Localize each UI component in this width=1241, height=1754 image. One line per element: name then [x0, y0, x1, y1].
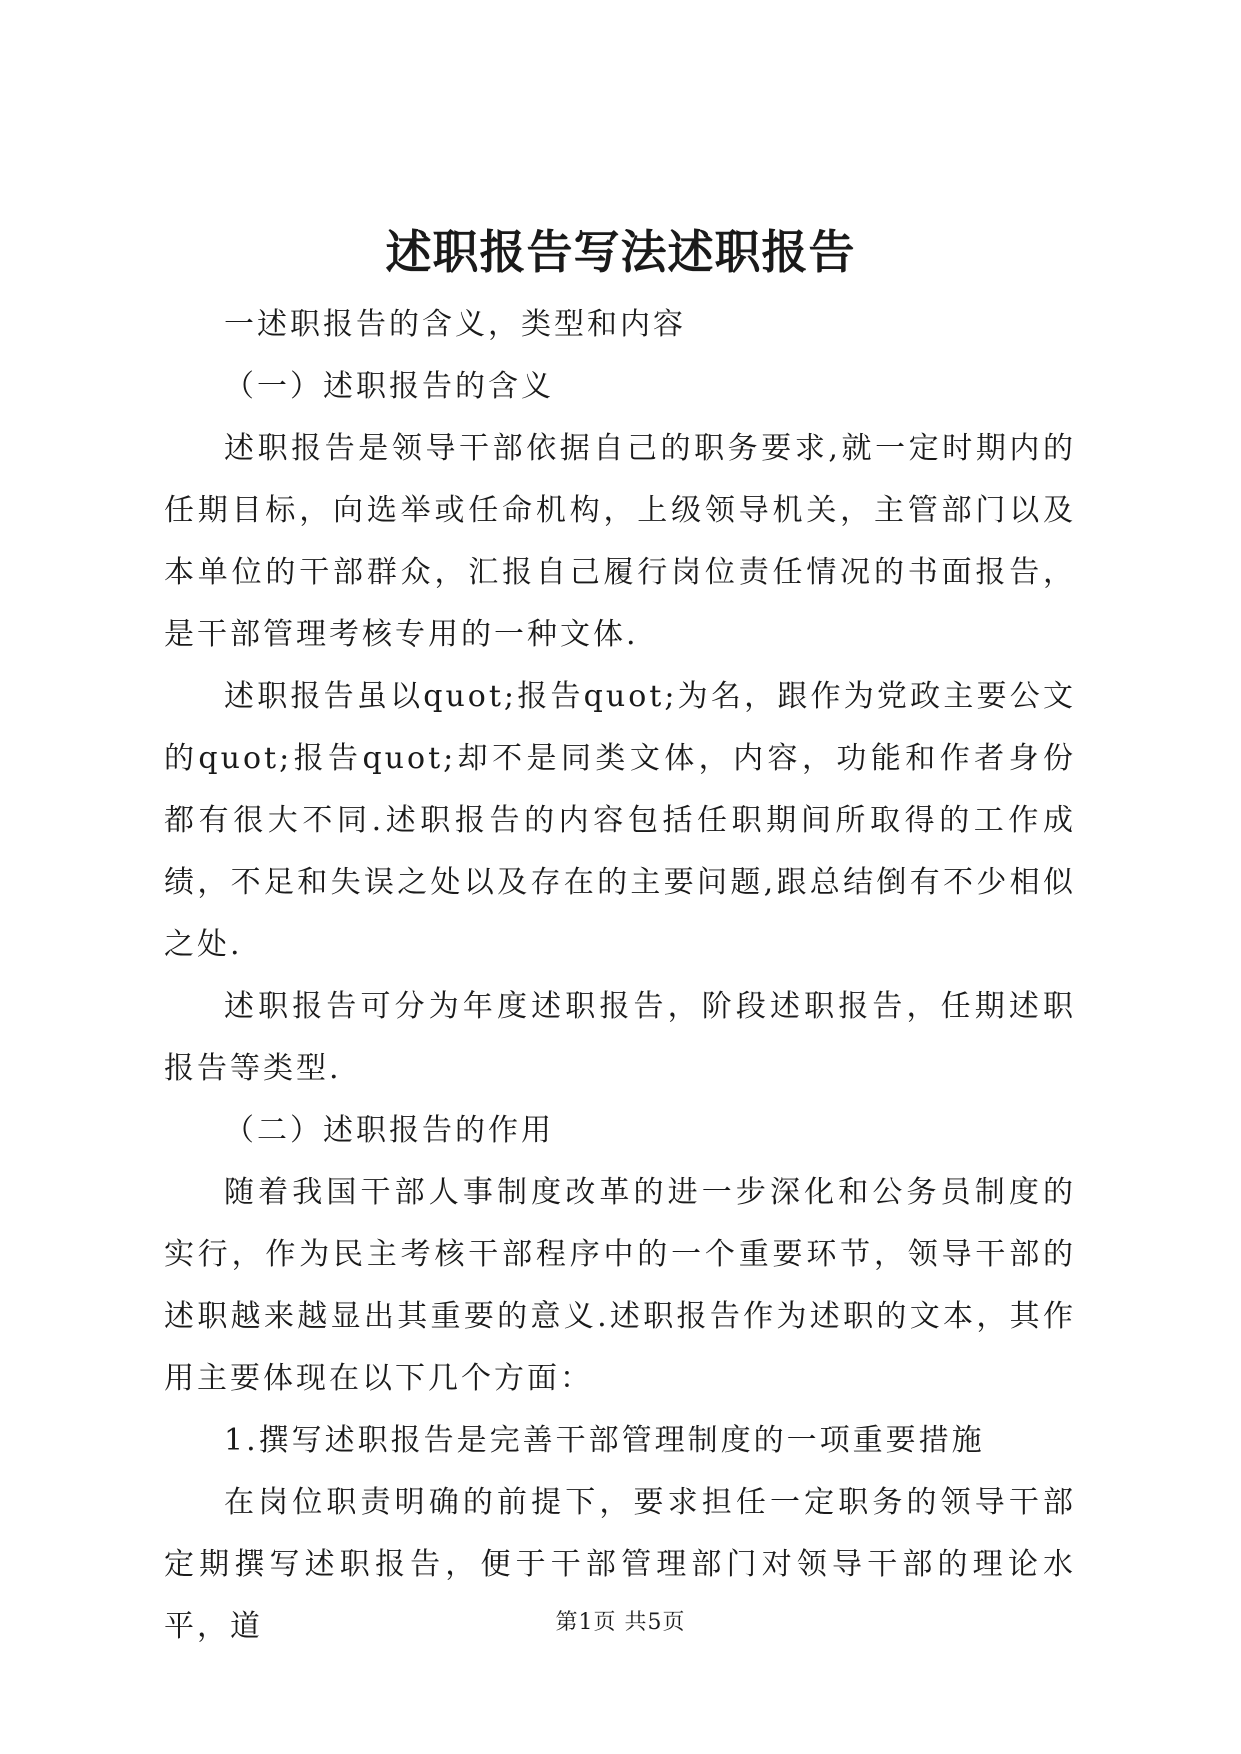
body-paragraph: 述职报告虽以quot;报告quot;为名，跟作为党政主要公文的quot;报告quot;却不是同类文体，内容，功能和作者身份都有很大不同.述职报告的内容包括任职期间所取得的工作成绩，不足和失误之处以及存在的主要问题,跟总结倒有不少相似之处. [164, 679, 1076, 962]
numbered-heading: 1.撰写述职报告是完善干部管理制度的一项重要措施 [224, 1423, 985, 1458]
document-body [164, 294, 1076, 1658]
subsection-heading: （二）述职报告的作用 [224, 1113, 554, 1148]
body-paragraph: 随着我国干部人事制度改革的进一步深化和公务员制度的实行，作为民主考核干部程序中的一个重要环节，领导干部的述职越来越显出其重要的意义.述职报告作为述职的文本，其作用主要体现在以下几个方面： [164, 1175, 1076, 1396]
subsection-heading: （一）述职报告的含义 [224, 369, 554, 404]
body-paragraph: 述职报告是领导干部依据自己的职务要求,就一定时期内的任期目标，向选举或任命机构，上级领导机关，主管部门以及本单位的干部群众，汇报自己履行岗位责任情况的书面报告，是干部管理考核专用的一种文体. [164, 431, 1076, 652]
body-paragraph: 述职报告可分为年度述职报告，阶段述职报告，任期述职报告等类型. [164, 989, 1076, 1086]
section-heading: 一述职报告的含义，类型和内容 [224, 307, 686, 342]
document-title: 述职报告写法述职报告 [385, 225, 856, 279]
page-footer: 第1页 共5页 [555, 1610, 686, 1635]
body-paragraph: 在岗位职责明确的前提下，要求担任一定职务的领导干部定期撰写述职报告，便于干部管理部门对领导干部的理论水平，道 [164, 1485, 1076, 1644]
